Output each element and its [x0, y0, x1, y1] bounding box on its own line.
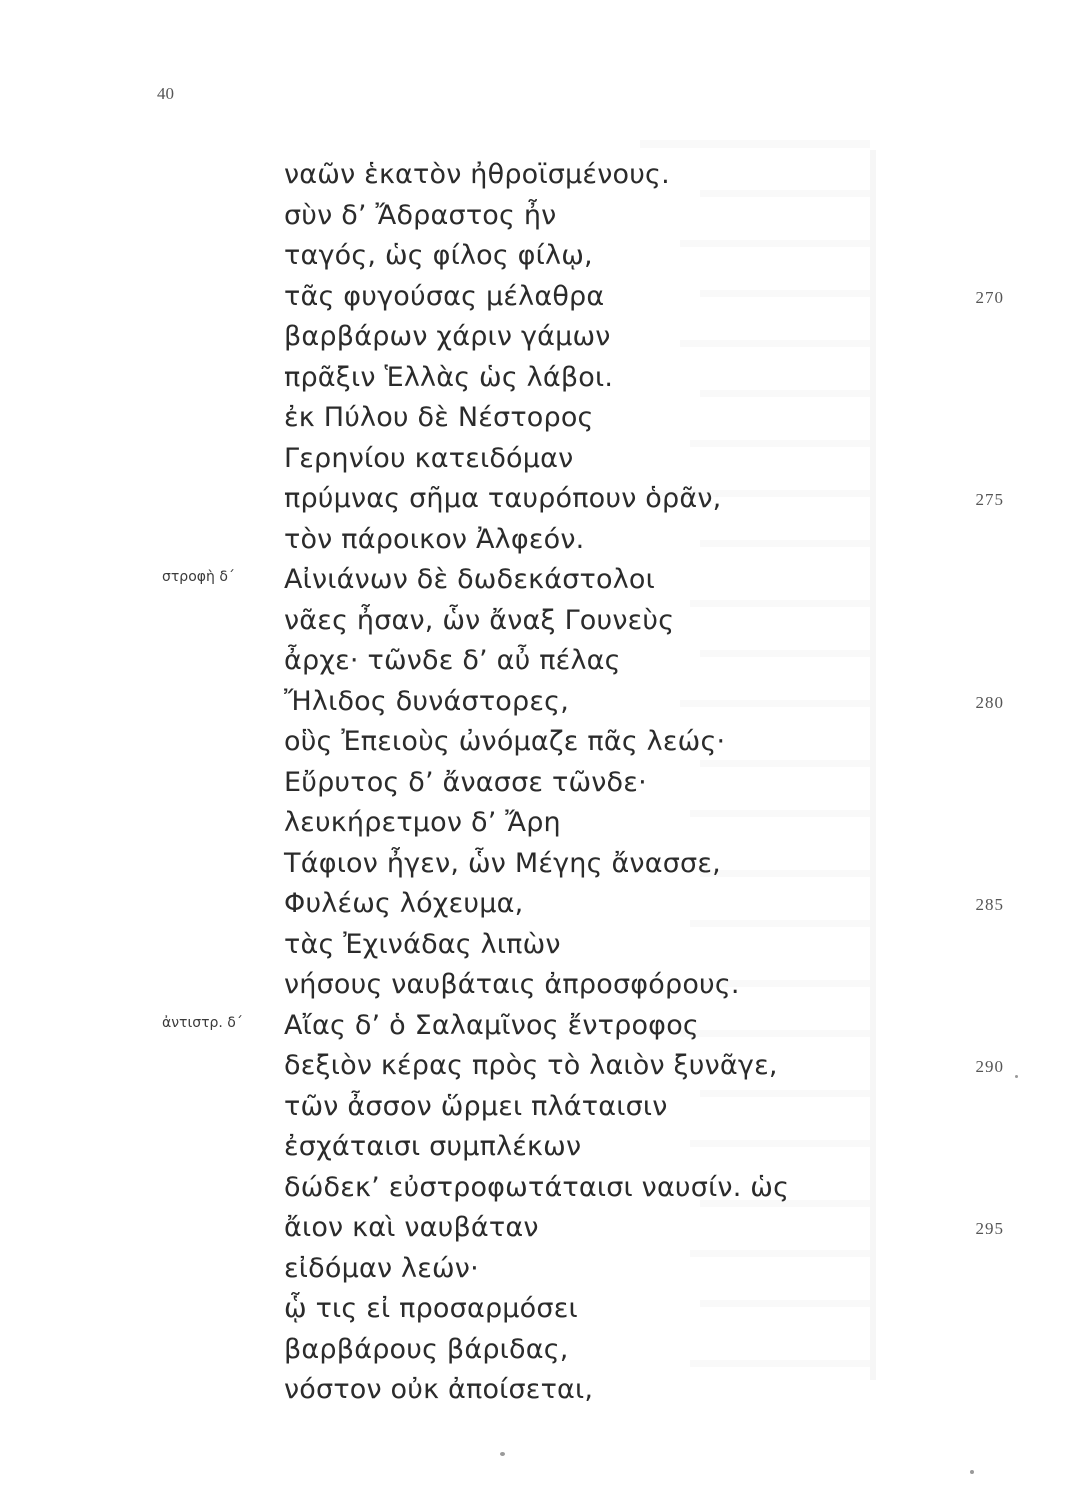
line-number: 285	[975, 895, 1004, 914]
line-number: 280	[975, 692, 1004, 712]
line-number: 295	[975, 1219, 1004, 1238]
verse-line: δεξιὸν κέρας πρὸς τὸ λαιὸν ξυνᾶγε,	[284, 1050, 778, 1081]
ink-speck	[500, 1452, 505, 1456]
line-number: 270	[975, 287, 1004, 307]
strophe-label: στροφὴ δ΄	[162, 569, 235, 585]
verse-line: ἐσχάταισι συμπλέκων	[284, 1131, 582, 1162]
verse-line: ταγός, ὡς φίλος φίλῳ,	[284, 240, 593, 271]
verse-line: ἐκ Πύλου δὲ Νέστορος	[284, 402, 594, 433]
verse-line: Αἴας δ’ ὁ Σαλαμῖνος ἔντροφος	[284, 1009, 699, 1041]
verse-line: βαρβάρων χάριν γάμων	[284, 321, 611, 352]
verse-line: νήσους ναυβάταις ἀπροσφόρους.	[284, 969, 740, 1000]
verse-line: εἰδόμαν λεών·	[284, 1252, 479, 1284]
verse-line: οὓς Ἐπειοὺς ὠνόμαζε πᾶς λεώς·	[284, 726, 726, 757]
verse-line: βαρβάρους βάριδας,	[284, 1333, 569, 1365]
ink-speck	[1015, 1075, 1018, 1078]
verse-line: νᾶες ἦσαν, ὧν ἄναξ Γουνεὺς	[284, 604, 675, 636]
verse-line: Φυλέως λόχευμα,	[284, 888, 524, 919]
verse-line: ναῶν ἑκατὸν ἠθροϊσμένους.	[284, 159, 670, 190]
verse-line: τῶν ἆσσον ὥρμει πλάταισιν	[284, 1090, 668, 1122]
verse-line: πρᾶξιν Ἑλλὰς ὡς λάβοι.	[284, 361, 614, 393]
verse-line: ἄιον καὶ ναυβάταν	[284, 1212, 539, 1243]
strophe-label: ἀντιστρ. δ΄	[162, 1014, 243, 1031]
verse-line: Γερηνίου κατειδόμαν	[284, 442, 574, 474]
line-number: 275	[975, 490, 1004, 509]
verse-line: Τάφιον ἦγεν, ὧν Μέγης ἄνασσε,	[284, 847, 721, 879]
ink-speck	[970, 1470, 974, 1474]
line-number: 290	[975, 1057, 1004, 1076]
verse-line: Εὔρυτος δ’ ἄνασσε τῶνδε·	[284, 766, 647, 798]
verse-line: νόστον οὐκ ἀποίσεται,	[284, 1374, 594, 1405]
verse-line: ἆρχε· τῶνδε δ’ αὖ πέλας	[284, 645, 621, 676]
verse-line: Ἤλιδος δυνάστορες,	[284, 685, 569, 717]
verse-line: σὺν δ’ Ἄδραστος ἦν	[284, 199, 557, 231]
verse-line: τὰς Ἐχινάδας λιπὼν	[284, 928, 561, 960]
verse-line: τᾶς φυγούσας μέλαθρα	[284, 280, 605, 312]
verse-line: ᾧ τις εἰ προσαρμόσει	[284, 1293, 578, 1324]
verse-line: δώδεκ’ εὐστροφωτάταισι ναυσίν. ὡς	[284, 1171, 790, 1203]
verse-line: Αἰνιάνων δὲ δωδεκάστολοι	[284, 564, 655, 595]
verse-line: λευκήρετμον δ’ Ἄρη	[284, 807, 561, 838]
page-number: 40	[157, 84, 174, 103]
verse-line: τὸν πάροικον Ἀλφεόν.	[284, 523, 585, 555]
verse-line: πρύμνας σῆμα ταυρόπουν ὁρᾶν,	[284, 483, 722, 514]
